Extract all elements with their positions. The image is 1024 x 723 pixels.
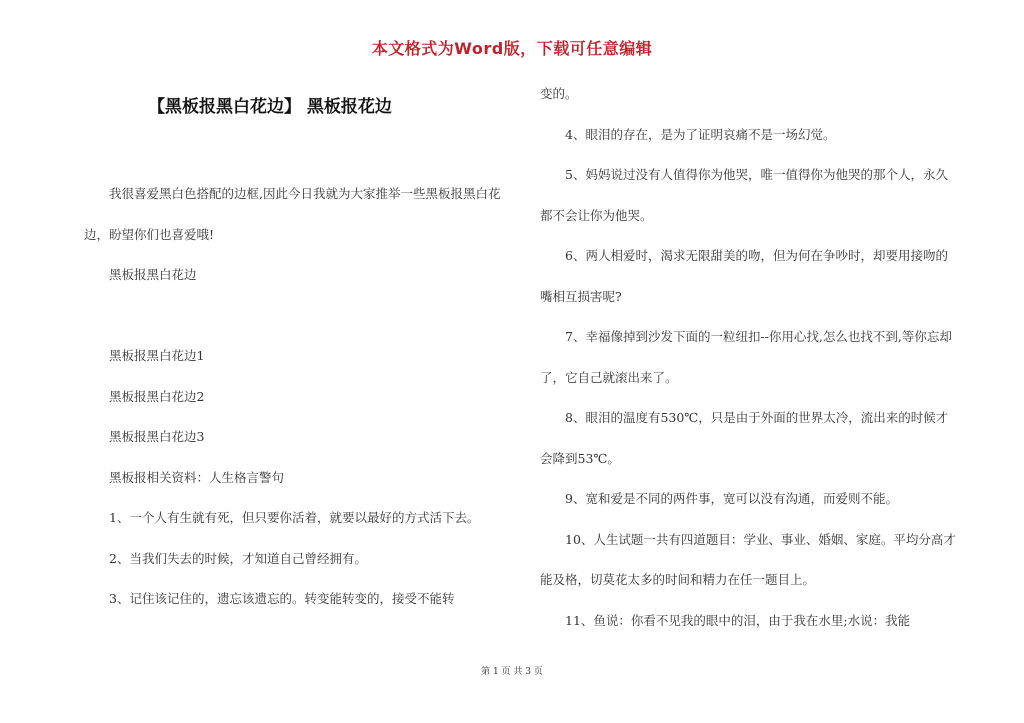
quote-item: 9、宽和爱是不同的两件事，宽可以没有沟通，而爱则不能。 [565,491,898,506]
section-heading: 黑板报相关资料：人生格言警句 [109,469,285,485]
quote-continuation: 变的。 [540,86,578,101]
quote-item: 8、眼泪的温度有530℃，只是由于外面的世界太冷，流出来的时候才会降到53℃。 [540,410,949,466]
right-column [540,74,956,641]
document-title: 【黑板报黑白花边】 黑板报花边 [148,97,392,117]
paragraph-heading: 黑板报黑白花边 [109,267,197,282]
quote-item: 11、鱼说：你看不见我的眼中的泪，由于我在水里;水说：我能 [565,612,911,628]
quote-item: 6、两人相爱时，渴求无限甜美的吻，但为何在争吵时，却要用接吻的嘴相互损害呢? [540,248,948,304]
paragraph-item: 黑板报黑白花边3 [109,429,205,444]
blank-line [84,296,504,337]
quote-item: 1、一个人有生就有死，但只要你活着，就要以最好的方式活下去。 [109,510,480,525]
quote-item: 4、眼泪的存在，是为了证明哀痛不是一场幻觉。 [565,126,836,142]
page-number: 第 1 页 共 3 页 [481,667,543,677]
paragraph-item: 黑板报黑白花边2 [109,388,205,404]
quote-item: 7、幸福像掉到沙发下面的一粒纽扣--你用心找,怎么也找不到,等你忘却了，它自己就滚出来了。 [540,329,952,385]
quote-item: 5、妈妈说过没有人值得你为他哭，唯一值得你为他哭的那个人，永久都不会让你为他哭。 [540,167,948,223]
quote-item: 10、人生试题一共有四道题目：学业、事业、婚姻、家庭。平均分高才能及格，切莫花太多的时间和精力在任一题目上。 [540,531,956,587]
quote-item: 3、记住该记住的，遗忘该遗忘的。转变能转变的，接受不能转 [109,591,455,606]
left-column [84,174,504,620]
quote-item: 2、当我们失去的时候，才知道自己曾经拥有。 [109,550,367,566]
document-banner: 本文格式为Word版，下载可任意编辑 [371,39,653,58]
intro-paragraph: 我很喜爱黑白色搭配的边框,因此今日我就为大家推举一些黑板报黑白花边，盼望你们也喜爱哦! [84,186,501,242]
paragraph-item: 黑板报黑白花边1 [109,348,205,363]
